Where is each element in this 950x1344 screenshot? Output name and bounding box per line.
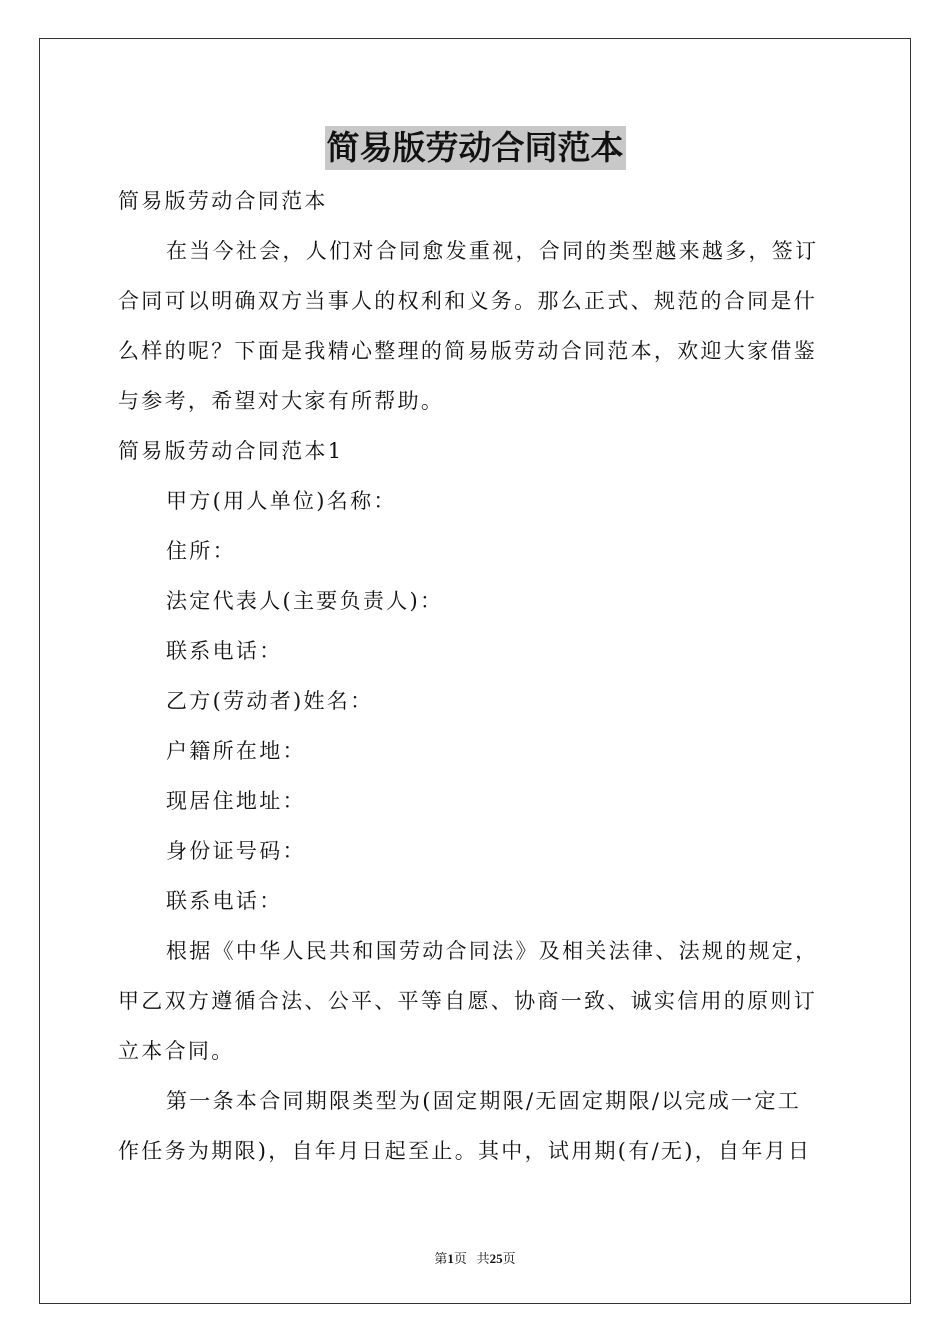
document-body — [118, 176, 832, 1176]
page-footer — [0, 1248, 950, 1267]
field-line: 甲方(用人单位)名称： — [166, 489, 397, 513]
paragraph-line: 甲乙双方遵循合法、公平、平等自愿、协商一致、诚实信用的原则订 — [118, 989, 817, 1013]
title-wrap — [0, 126, 950, 170]
total-suffix: 页 — [502, 1251, 516, 1266]
field-line: 现居住地址： — [166, 789, 306, 813]
page-prefix: 第 — [434, 1251, 448, 1266]
field-line: 联系电话： — [166, 639, 283, 663]
paragraph-line: 么样的呢？下面是我精心整理的简易版劳动合同范本，欢迎大家借鉴 — [118, 339, 817, 363]
paragraph-line: 作任务为期限)，自年月日起至止。其中，试用期(有/无)，自年月日 — [118, 1139, 812, 1163]
page-number: 1 — [447, 1251, 454, 1266]
field-line: 法定代表人(主要负责人)： — [166, 589, 444, 613]
field-line: 联系电话： — [166, 889, 283, 913]
field-line: 乙方(劳动者)姓名： — [166, 689, 374, 713]
paragraph-line: 立本合同。 — [118, 1039, 235, 1063]
paragraph-line: 合同可以明确双方当事人的权利和义务。那么正式、规范的合同是什 — [118, 289, 817, 313]
section-heading: 简易版劳动合同范本1 — [118, 439, 344, 463]
paragraph-line: 根据《中华人民共和国劳动合同法》及相关法律、法规的规定， — [166, 939, 819, 963]
field-line: 户籍所在地： — [166, 739, 306, 763]
document-title: 简易版劳动合同范本 — [325, 126, 626, 170]
paragraph-line: 与参考，希望对大家有所帮助。 — [118, 389, 445, 413]
total-pages: 25 — [489, 1251, 503, 1266]
page-suffix: 页 — [453, 1251, 467, 1266]
paragraph-line: 在当今社会，人们对合同愈发重视，合同的类型越来越多，签订 — [166, 239, 819, 263]
field-line: 住所： — [166, 539, 236, 563]
paragraph-line: 第一条本合同期限类型为(固定期限/无固定期限/以完成一定工 — [166, 1089, 802, 1113]
total-prefix: 共 — [476, 1251, 490, 1266]
field-line: 身份证号码： — [166, 839, 306, 863]
subtitle-line: 简易版劳动合同范本 — [118, 189, 328, 213]
